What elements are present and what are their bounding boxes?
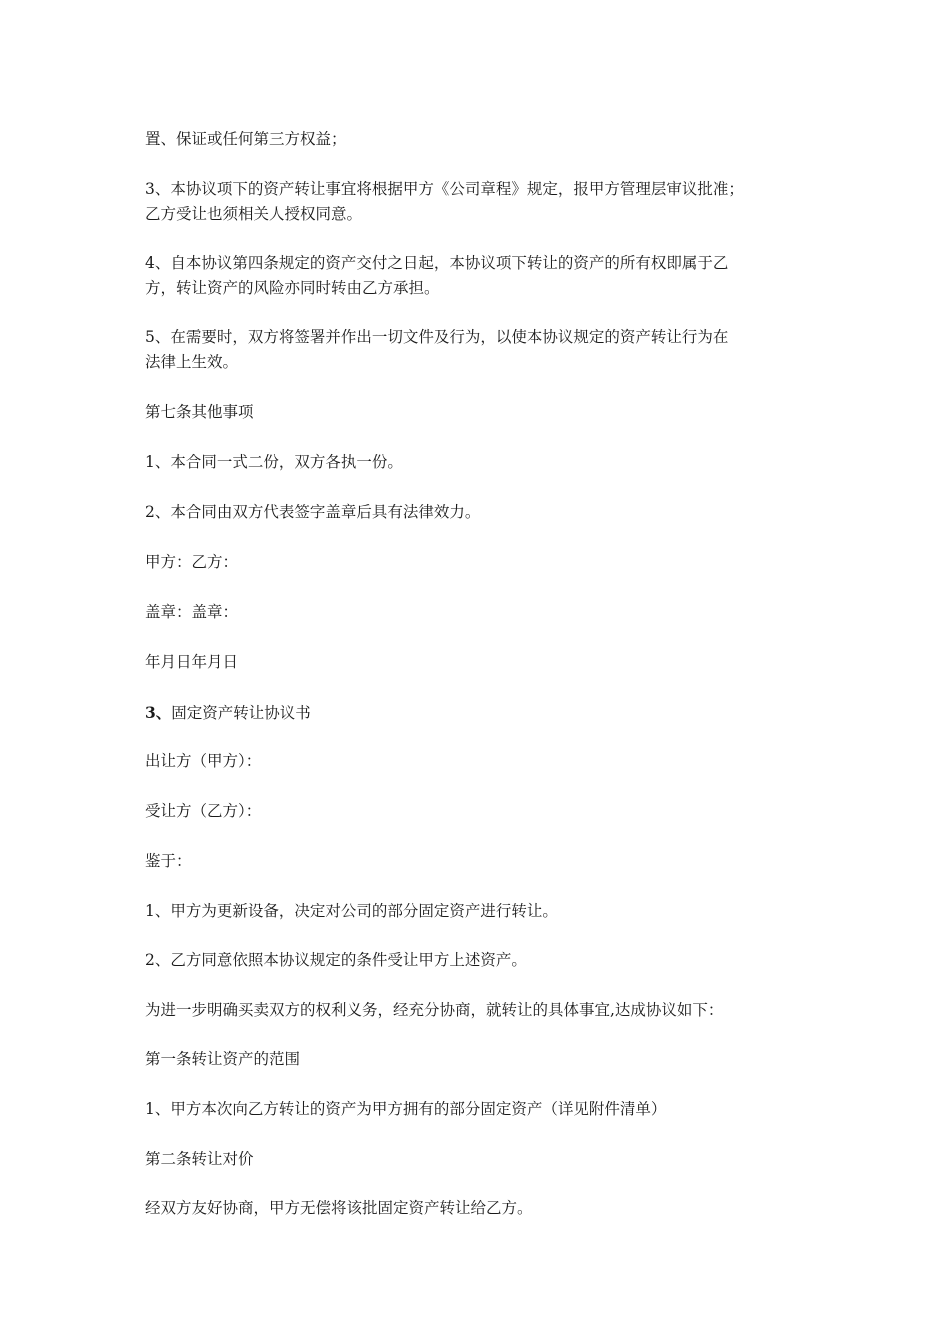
- paragraph-7: [145, 899, 815, 924]
- section-heading-article-2: [145, 1147, 815, 1172]
- paragraph-line: 鉴于：: [145, 852, 192, 870]
- title-text: 固定资产转让协议书: [171, 704, 311, 722]
- paragraph-line: 1、甲方为更新设备，决定对公司的部分固定资产进行转让。: [145, 902, 558, 920]
- paragraph-line: 为进一步明确买卖双方的权利义务，经充分协商，就转让的具体事宜,达成协议如下：: [145, 1001, 724, 1019]
- transferor-line: [145, 749, 815, 774]
- paragraph-line: 1、甲方本次向乙方转让的资产为甲方拥有的部分固定资产（详见附件清单）: [145, 1100, 667, 1118]
- paragraph-8: [145, 948, 815, 973]
- paragraph-line: 乙方受让也须相关人授权同意。: [145, 205, 363, 223]
- paragraph-line: 5、在需要时，双方将签署并作出一切文件及行为，以使本协议规定的资产转让行为在: [145, 328, 729, 346]
- section-heading-article-7: [145, 400, 815, 425]
- paragraph-5: [145, 450, 815, 475]
- paragraph-line: 出让方（甲方）：: [145, 752, 262, 770]
- paragraph-line: 年月日年月日: [145, 653, 239, 671]
- paragraph-2: [145, 177, 815, 227]
- document-title-3: [145, 700, 815, 726]
- paragraph-line: 1、本合同一式二份，双方各执一份。: [145, 453, 403, 471]
- paragraph-line: 经双方友好协商，甲方无偿将该批固定资产转让给乙方。: [145, 1199, 533, 1217]
- paragraph-line: 受让方（乙方）：: [145, 802, 262, 820]
- signature-seals: [145, 600, 815, 625]
- paragraph-line: 方，转让资产的风险亦同时转由乙方承担。: [145, 279, 440, 297]
- paragraph-line: 甲方：乙方：: [145, 553, 239, 571]
- heading-text: 第二条转让对价: [145, 1150, 254, 1168]
- whereas-line: [145, 849, 815, 874]
- paragraph-1: [145, 127, 815, 152]
- heading-text: 第一条转让资产的范围: [145, 1050, 301, 1068]
- heading-text: 第七条其他事项: [145, 403, 254, 421]
- paragraph-line: 置、保证或任何第三方权益；: [145, 130, 347, 148]
- title-number: 3、: [145, 703, 172, 722]
- paragraph-3: [145, 251, 815, 301]
- paragraph-line: 3、本协议项下的资产转让事宜将根据甲方《公司章程》规定，报甲方管理层审议批准；: [145, 180, 744, 198]
- paragraph-line: 2、本合同由双方代表签字盖章后具有法律效力。: [145, 503, 481, 521]
- transferee-line: [145, 799, 815, 824]
- paragraph-line: 2、乙方同意依照本协议规定的条件受让甲方上述资产。: [145, 951, 527, 969]
- signature-parties: [145, 550, 815, 575]
- paragraph-11: [145, 1196, 815, 1221]
- paragraph-line: 4、自本协议第四条规定的资产交付之日起，本协议项下转让的资产的所有权即属于乙: [145, 254, 729, 272]
- section-heading-article-1: [145, 1047, 815, 1072]
- paragraph-line: 盖章：盖章：: [145, 603, 239, 621]
- paragraph-9: [145, 998, 815, 1023]
- paragraph-4: [145, 325, 815, 375]
- signature-dates: [145, 650, 815, 675]
- paragraph-line: 法律上生效。: [145, 353, 239, 371]
- paragraph-10: [145, 1097, 815, 1122]
- paragraph-6: [145, 500, 815, 525]
